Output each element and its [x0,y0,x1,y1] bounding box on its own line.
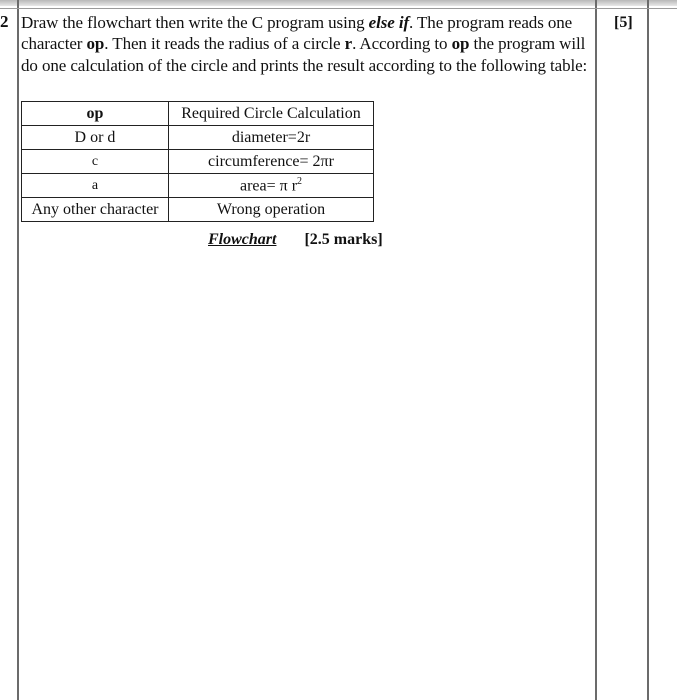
flowchart-marks: [2.5 marks] [304,231,383,248]
operations-table [21,101,374,222]
area-formula: area= π r [239,177,298,195]
keyword-op: op [86,34,105,54]
top-border [0,0,677,6]
cell-op: c [22,150,169,174]
marks-column-right-rule [647,0,649,700]
question-number: 2 [0,12,9,31]
question-text-part: . According to [352,34,452,54]
cell-calc: Wrong operation [169,198,374,222]
flowchart-label: Flowchart [208,231,277,248]
header-op: op [22,102,169,126]
table-header-row [22,102,374,126]
question-text-part: Draw the flowchart then write the C program using [21,13,369,32]
cell-calc: circumference= 2πr [169,150,374,174]
left-column-rule [17,0,19,700]
area-exponent: 2 [297,175,303,187]
question-marks: [5] [614,14,633,31]
cell-op: Any other character [22,198,169,222]
keyword-op: op [451,34,470,54]
table-row [22,126,374,150]
row-top-rule [0,8,677,9]
question-text-part: . The program reads one character [21,13,573,54]
table-row [22,150,374,174]
cell-op: a [22,174,169,198]
marks-column-left-rule [595,0,597,700]
cell-op: D or d [22,126,169,150]
flowchart-heading [208,231,383,249]
header-calculation: Required Circle Calculation [169,102,374,126]
cell-calc [169,174,374,198]
question-text-part: the program will do one calculation of the circle and prints the result according to the following table: [21,34,588,75]
keyword-else-if: else if [368,13,410,32]
cell-calc: diameter=2r [169,126,374,150]
question-text [21,12,589,76]
table-row [22,198,374,222]
table-row [22,174,374,198]
keyword-r: r [344,34,353,54]
question-text-part: . Then it reads the radius of a circle [104,34,345,54]
